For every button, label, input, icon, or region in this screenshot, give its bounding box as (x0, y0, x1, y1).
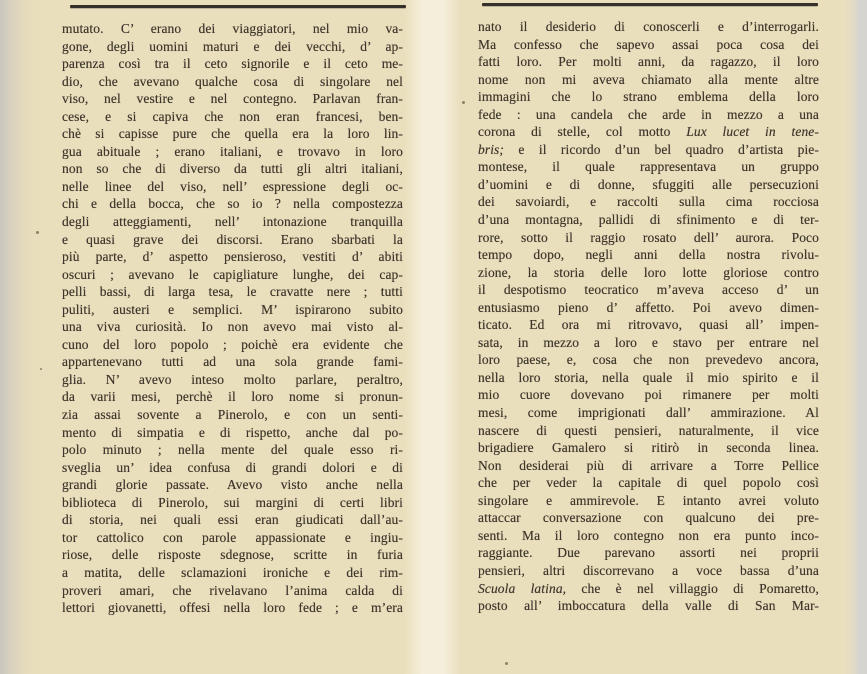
ink-speck (36, 231, 39, 234)
text-line: gone, degli uomini maturi e dei vecchi, d’ ap- (62, 38, 403, 54)
ink-speck (505, 662, 508, 665)
text-line: polo minuto ; nella mente del quale esso ri- (62, 442, 403, 458)
text-line: mento di simpatia e di rispetto, anche dal po- (62, 424, 403, 440)
text-line: lettori giovanetti, offesi nella loro fede ; e m’era (62, 600, 403, 616)
text-line: tempo dopo, negli anni della nostra rivolu- (478, 247, 819, 263)
text-line: appartenevano tutti ad una sola grande fami- (62, 354, 403, 370)
text-line: pensieri, altri discorrevano a voce bassa d’una (478, 562, 819, 578)
text-line: grandi glorie passate. Avevo visto anche nella (62, 477, 403, 493)
text-line: degli atteggiamenti, nell’ intonazione tranquilla (62, 214, 403, 230)
text-line: fede : una candela che arde in mezzo a una (478, 106, 819, 122)
text-line: a matita, delle sclamazioni ironiche e dei rim- (62, 564, 403, 580)
text-line: loro paese, e, cosa che non prevedevo ancora, (478, 352, 819, 368)
text-line: riose, delle risposte sdegnose, scritte in furia (62, 547, 403, 563)
text-line: raggiante. Due parevano assorti nei proprii (478, 545, 819, 561)
right-page-header-rule (482, 3, 818, 6)
scan-right-edge (843, 0, 867, 674)
text-line: cese, e si capiva che non eran francesi, ben- (62, 108, 403, 124)
text-line: nella loro storia, nella quale il mio spirito e il (478, 369, 819, 385)
text-line: sveglia un’ idea confusa di grandi dolori e di (62, 459, 403, 475)
text-line: di storia, nei quali essi eran giudicati dall’au- (62, 512, 403, 528)
text-line: dei savoiardi, e raccolti sulla cima rocciosa (478, 194, 819, 210)
text-line: immagini che lo strano emblema della loro (478, 89, 819, 105)
text-line: gua abituale ; erano italiani, e trovavo in loro (62, 143, 403, 159)
text-line: oscuri ; avevano le capigliature lunghe, dei cap- (62, 266, 403, 282)
text-line: non so che di diverso da tutti gli altri italiani, (62, 161, 403, 177)
text-line: corona di stelle, col motto Lux lucet in tene- (478, 124, 819, 140)
page-gutter (404, 0, 460, 674)
text-line: Non desiderai più di arrivare a Torre Pellice (478, 457, 819, 473)
text-line: bris; e il ricordo d’un bel quadro d’artista pie- (478, 141, 819, 157)
text-line: ticato. Ed ora mi ritrovavo, quasi all’ impen- (478, 317, 819, 333)
right-page-text (478, 18, 819, 615)
text-line: brigadiere Gamalero si ritirò in seconda linea. (478, 440, 819, 456)
text-line: mio cuore dovevano poi rimanere per molti (478, 387, 819, 403)
scan-left-edge (0, 0, 48, 674)
text-line: d’uomini e di donne, sfuggiti alle persecuzioni (478, 176, 819, 192)
text-line: mesi, come imprigionati dall’ ammirazione. Al (478, 405, 819, 421)
text-line: cuno del loro popolo ; poichè era evidente che (62, 336, 403, 352)
text-line: glia. N’ avevo inteso molto parlare, peraltro, (62, 371, 403, 387)
text-line: zia assai sovente a Pinerolo, e con un senti- (62, 407, 403, 423)
text-line: entusiasmo pieno d’ affetto. Poi avevo dimen- (478, 299, 819, 315)
text-line: viso, nel vestire e nel contegno. Parlavan fran- (62, 91, 403, 107)
text-line: singolare e ammirevole. E intanto avrei voluto (478, 492, 819, 508)
text-line: Scuola latina, che è nel villaggio di Pomaretto, (478, 580, 819, 596)
text-line: montese, il quale rappresentava un gruppo (478, 159, 819, 175)
text-line: chè si capisse pure che quella era la loro lin- (62, 126, 403, 142)
text-line: da varii mesi, perchè il loro nome si pronun- (62, 389, 403, 405)
left-page-header-rule (70, 5, 406, 8)
text-line: posto all’ imboccatura della valle di San Mar- (478, 598, 819, 614)
text-line: fatti loro. Per molti anni, da ragazzo, il loro (478, 54, 819, 70)
text-line: nelle linee del viso, nell’ espressione degli oc- (62, 178, 403, 194)
text-line: che per veder la capitale di quel popolo così (478, 475, 819, 491)
text-line: Ma confesso che sapevo assai poca cosa dei (478, 36, 819, 52)
ink-speck (462, 101, 465, 104)
text-line: una viva curiosità. Io non avevo mai visto al- (62, 319, 403, 335)
text-line: proveri amari, che rivelavano l’anima calda di (62, 582, 403, 598)
text-line: rore, sotto il raggio rosato dell’ aurora. Poco (478, 229, 819, 245)
text-line: tor cattolico con parole appassionate e ingiu- (62, 529, 403, 545)
text-line: dio, che avevano qualche cosa di singolare nel (62, 73, 403, 89)
text-line: più parte, d’ aspetto pensieroso, vestiti d’ abiti (62, 249, 403, 265)
text-line: nato il desiderio di conoscerli e d’interrogarli. (478, 19, 819, 34)
text-line: nascere di questi pensieri, naturalmente, il vice (478, 422, 819, 438)
text-line: zione, la storia delle loro lotte gloriose contro (478, 264, 819, 280)
text-line: parenza così tra il ceto signorile e il ceto me- (62, 56, 403, 72)
text-line: sata, in mezzo a loro e stavo per entrare nel (478, 334, 819, 350)
text-line: pelli bassi, di larga tesa, le cravatte nere ; tutti (62, 284, 403, 300)
text-line: mutato. C’ erano dei viaggiatori, nel mio va- (62, 21, 403, 36)
text-line: chi e della bocca, che so io ? nella compostezza (62, 196, 403, 212)
text-line: il despotismo teocratico m’aveva acceso d’ un (478, 282, 819, 298)
text-line: senti. Ma il loro contegno non era punto inco- (478, 527, 819, 543)
left-page-text (62, 20, 403, 617)
text-line: puliti, austeri e semplici. M’ ispirarono subito (62, 301, 403, 317)
text-line: attaccar conversazione con qualcuno dei pre- (478, 510, 819, 526)
text-line: nome non mi aveva chiamato alla mente altre (478, 71, 819, 87)
text-line: biblioteca di Pinerolo, sui margini di certi libri (62, 494, 403, 510)
text-line: e quasi grave dei discorsi. Erano sbarbati la (62, 231, 403, 247)
text-line: d’una montagna, pallidi di sfinimento e di ter- (478, 212, 819, 228)
ink-speck (40, 368, 42, 370)
